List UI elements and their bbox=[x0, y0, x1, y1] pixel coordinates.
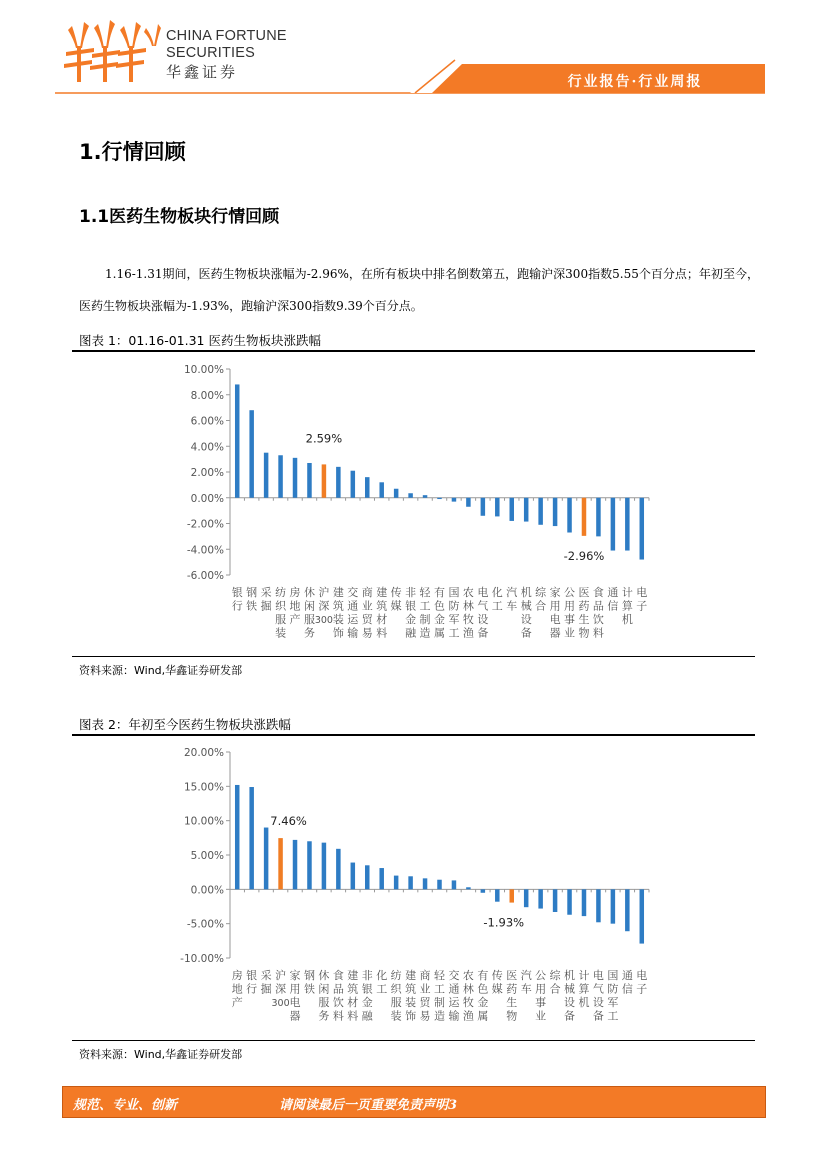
figure1-source: 资料来源：Wind,华鑫证券研发部 bbox=[79, 664, 243, 677]
x-tick-label: 轻工制造 bbox=[434, 969, 445, 1023]
x-tick-label: 有色金属 bbox=[434, 586, 445, 640]
bar-17 bbox=[481, 498, 486, 516]
bar-23 bbox=[567, 498, 572, 533]
x-tick-label: 轻工制造 bbox=[419, 586, 431, 640]
x-tick-label: 沪深 300 bbox=[314, 586, 333, 626]
bar-19 bbox=[509, 498, 514, 521]
bar-3 bbox=[278, 455, 283, 497]
y-tick-label: 0.00% bbox=[190, 884, 224, 897]
bar-13 bbox=[423, 878, 428, 889]
x-tick-label: 纺织服装 bbox=[390, 969, 402, 1023]
y-tick-label: 20.00% bbox=[183, 747, 224, 759]
bar-28 bbox=[640, 498, 645, 560]
bar-5 bbox=[307, 841, 312, 889]
y-tick-label: 2.00% bbox=[190, 467, 224, 479]
x-tick-label: 食品饮料 bbox=[592, 586, 604, 640]
bar-21 bbox=[538, 498, 543, 525]
x-tick-label: 汽车 bbox=[520, 969, 532, 996]
bar-8 bbox=[351, 471, 356, 498]
x-tick-label: 交通运输 bbox=[448, 969, 460, 1023]
company-logo bbox=[62, 18, 302, 90]
page-footer bbox=[62, 1086, 766, 1118]
x-tick-label: 商业贸易 bbox=[419, 969, 431, 1023]
company-name-en-1: CHINA FORTUNE bbox=[166, 28, 287, 44]
section-title: 1.行情回顾 bbox=[79, 140, 186, 164]
bar-13 bbox=[423, 495, 428, 498]
x-tick-label: 房地产 bbox=[231, 969, 243, 1009]
bar-11 bbox=[394, 489, 399, 498]
x-tick-label: 银行 bbox=[246, 969, 258, 996]
x-tick-label: 国防军工 bbox=[607, 969, 619, 1023]
bar-16 bbox=[466, 887, 471, 889]
bar-6 bbox=[322, 464, 327, 497]
data-label: -1.93% bbox=[483, 915, 525, 930]
bar-17 bbox=[481, 889, 486, 892]
x-tick-label: 纺织服装 bbox=[275, 586, 287, 640]
x-tick-label: 机械设备 bbox=[564, 969, 576, 1023]
figure1-title: 图表 1：01.16-01.31 医药生物板块涨跌幅 bbox=[79, 333, 321, 348]
x-tick-label: 沪深 300 bbox=[271, 969, 290, 1009]
x-tick-label: 钢铁 bbox=[246, 586, 258, 613]
bar-27 bbox=[625, 889, 630, 931]
figure1-bottom-rule bbox=[72, 656, 755, 657]
x-tick-label: 农林牧渔 bbox=[462, 969, 474, 1023]
data-label: 2.59% bbox=[305, 431, 343, 446]
bar-20 bbox=[524, 889, 529, 907]
x-tick-label: 家用电器 bbox=[549, 586, 561, 640]
x-tick-label: 农林牧渔 bbox=[462, 586, 474, 640]
y-tick-label: 6.00% bbox=[190, 415, 224, 428]
footer-disclaimer: 请阅读最后一页重要免责声明3 bbox=[279, 1098, 458, 1113]
data-label: -2.96% bbox=[563, 548, 605, 563]
x-tick-label: 通信 bbox=[621, 969, 633, 996]
y-tick-label: 10.00% bbox=[183, 815, 224, 828]
y-tick-label: -2.00% bbox=[186, 518, 224, 531]
y-tick-label: 4.00% bbox=[190, 441, 224, 454]
data-label: 7.46% bbox=[270, 814, 307, 829]
x-tick-label: 公用事业 bbox=[564, 586, 576, 640]
bar-14 bbox=[437, 498, 442, 499]
y-tick-label: -4.00% bbox=[186, 544, 224, 557]
bar-10 bbox=[379, 868, 384, 889]
bar-3 bbox=[278, 838, 283, 889]
x-tick-label: 机械设备 bbox=[520, 586, 532, 640]
x-tick-label: 综合 bbox=[549, 969, 561, 996]
bar-9 bbox=[365, 477, 370, 498]
bar-8 bbox=[351, 863, 356, 890]
figure2-source: 资料来源：Wind,华鑫证券研发部 bbox=[79, 1048, 243, 1061]
fortune-tree-icon bbox=[62, 18, 162, 88]
x-tick-label: 交通运输 bbox=[347, 586, 359, 640]
y-tick-label: 0.00% bbox=[190, 492, 224, 505]
bar-23 bbox=[567, 889, 572, 914]
y-tick-label: -10.00% bbox=[180, 953, 224, 965]
x-tick-label: 休闲服务 bbox=[318, 969, 330, 1023]
x-tick-label: 建筑材料 bbox=[347, 969, 359, 1023]
figure2-bottom-rule bbox=[72, 1040, 755, 1041]
x-tick-label: 计算机 bbox=[621, 586, 633, 626]
bar-18 bbox=[495, 498, 500, 517]
bar-2 bbox=[264, 453, 269, 498]
report-type-label: 行业报告·行业周报 bbox=[567, 74, 703, 90]
company-name-en-2: SECURITIES bbox=[166, 45, 256, 61]
x-tick-label: 房地产 bbox=[289, 586, 301, 626]
bar-18 bbox=[495, 889, 500, 901]
x-tick-label: 传媒 bbox=[491, 969, 503, 996]
bar-10 bbox=[379, 482, 384, 497]
bar-27 bbox=[625, 498, 630, 551]
bar-4 bbox=[293, 840, 298, 889]
x-tick-label: 化工 bbox=[376, 969, 388, 996]
bar-6 bbox=[322, 843, 327, 890]
bar-19 bbox=[509, 889, 514, 902]
bar-20 bbox=[524, 498, 529, 522]
x-tick-label: 采掘 bbox=[260, 969, 272, 996]
bar-1 bbox=[249, 410, 254, 498]
subsection-title: 1.1医药生物板块行情回顾 bbox=[79, 207, 280, 227]
bar-7 bbox=[336, 849, 341, 890]
bar-21 bbox=[538, 889, 543, 908]
figure2-chart bbox=[72, 736, 755, 1038]
y-tick-label: 15.00% bbox=[183, 781, 224, 794]
company-name-cn: 华鑫证券 bbox=[166, 64, 239, 81]
y-tick-label: -6.00% bbox=[186, 570, 224, 582]
x-tick-label: 电气设备 bbox=[477, 586, 489, 640]
bar-2 bbox=[264, 828, 269, 890]
y-tick-label: -5.00% bbox=[186, 918, 224, 931]
bar-22 bbox=[553, 498, 558, 526]
x-tick-label: 非银金融 bbox=[361, 969, 373, 1023]
figure2-title: 图表 2：年初至今医药生物板块涨跌幅 bbox=[79, 717, 291, 732]
x-tick-label: 医药生物 bbox=[578, 586, 590, 640]
y-tick-label: 10.00% bbox=[183, 364, 224, 376]
bar-15 bbox=[452, 880, 457, 889]
x-tick-label: 国防军工 bbox=[448, 586, 460, 640]
figure1-chart bbox=[72, 352, 755, 654]
bar-0 bbox=[235, 384, 240, 497]
x-tick-label: 非银金融 bbox=[405, 586, 417, 640]
x-tick-label: 电子 bbox=[636, 586, 648, 613]
x-tick-label: 化工 bbox=[491, 586, 503, 613]
x-tick-label: 电气设备 bbox=[592, 969, 604, 1023]
bar-25 bbox=[596, 498, 601, 537]
bar-22 bbox=[553, 889, 558, 912]
x-tick-label: 电子 bbox=[636, 969, 648, 996]
bar-0 bbox=[235, 785, 240, 889]
y-tick-label: 5.00% bbox=[190, 850, 224, 862]
bar-9 bbox=[365, 865, 370, 889]
bar-28 bbox=[640, 889, 645, 943]
bar-25 bbox=[596, 889, 601, 922]
bar-16 bbox=[466, 498, 471, 507]
x-tick-label: 通信 bbox=[607, 586, 619, 613]
x-tick-label: 公用事业 bbox=[535, 969, 547, 1023]
x-tick-label: 银行 bbox=[231, 586, 243, 613]
bar-24 bbox=[582, 889, 587, 916]
x-tick-label: 有色金属 bbox=[477, 969, 489, 1023]
x-tick-label: 综合 bbox=[535, 586, 547, 613]
x-tick-label: 采掘 bbox=[260, 586, 272, 613]
bar-5 bbox=[307, 463, 312, 498]
y-tick-label: 8.00% bbox=[190, 389, 224, 402]
x-tick-label: 建筑装饰 bbox=[405, 969, 417, 1023]
bar-14 bbox=[437, 880, 442, 890]
bar-12 bbox=[408, 493, 413, 498]
bar-4 bbox=[293, 458, 298, 498]
x-tick-label: 建筑装饰 bbox=[332, 586, 344, 640]
x-tick-label: 传媒 bbox=[390, 586, 402, 613]
bar-1 bbox=[249, 787, 254, 889]
x-tick-label: 建筑材料 bbox=[376, 586, 388, 640]
bar-11 bbox=[394, 876, 399, 890]
x-tick-label: 商业贸易 bbox=[361, 586, 373, 640]
bar-26 bbox=[611, 889, 616, 923]
bar-26 bbox=[611, 498, 616, 551]
bar-7 bbox=[336, 467, 341, 498]
x-tick-label: 医药生物 bbox=[506, 969, 518, 1023]
footer-slogan: 规范、专业、创新 bbox=[73, 1098, 178, 1113]
x-tick-label: 汽车 bbox=[506, 586, 518, 613]
x-tick-label: 钢铁 bbox=[303, 969, 315, 996]
x-tick-label: 家用电器 bbox=[289, 969, 301, 1023]
bar-24 bbox=[582, 498, 587, 536]
x-tick-label: 食品饮料 bbox=[332, 969, 344, 1023]
bar-12 bbox=[408, 876, 413, 889]
x-tick-label: 休闲服务 bbox=[303, 586, 315, 640]
summary-paragraph: 1.16-1.31期间，医药生物板块涨幅为-2.96%，在所有板块中排名倒数第五，跑输沪深300指数5.55个百分点；年初至今，医药生物板块涨幅为-1.93%，跑输沪深300指数9.39个百分点。 bbox=[79, 267, 759, 313]
x-tick-label: 计算机 bbox=[578, 969, 590, 1009]
bar-15 bbox=[452, 498, 457, 502]
